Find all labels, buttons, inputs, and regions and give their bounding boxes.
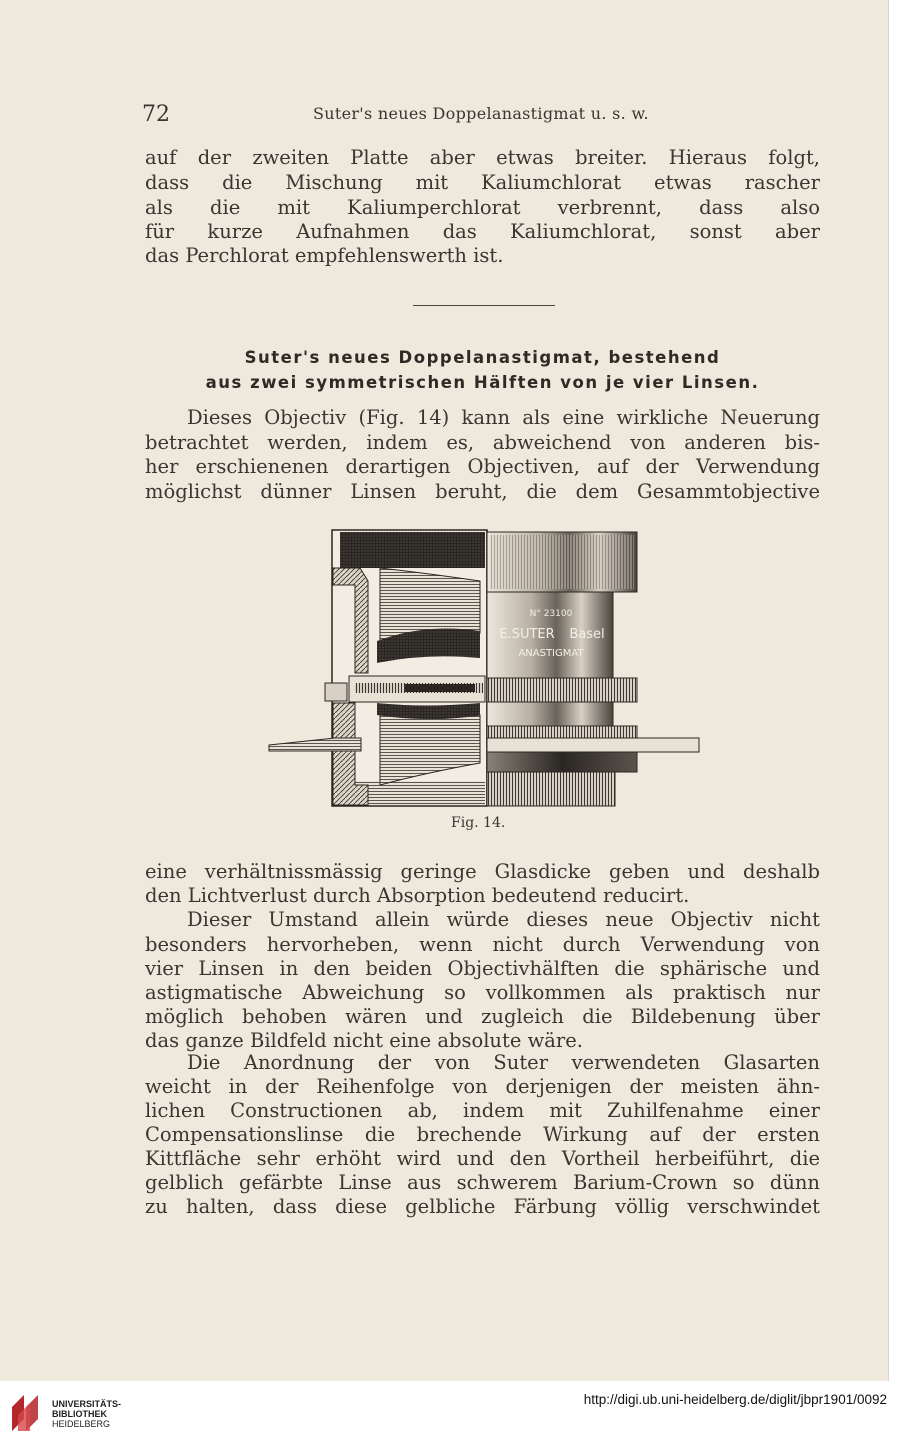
text-line: Compensationslinse die brechende Wirkung auf der ersten bbox=[145, 1123, 820, 1146]
text-line: für kurze Aufnahmen das Kaliumchlorat, sonst aber bbox=[145, 220, 820, 243]
logo-line-3: HEIDELBERG bbox=[52, 1419, 111, 1429]
text-line: Kittfläche sehr erhöht wird und den Vortheil herbeiführt, die bbox=[145, 1147, 820, 1170]
section-heading: Suter's neues Doppelanastigmat, bestehend bbox=[244, 348, 721, 367]
text-line: Dieser Umstand allein würde dieses neue Objectiv nicht bbox=[187, 908, 820, 931]
text-line: das Perchlorat empfehlenswerth ist. bbox=[145, 244, 504, 267]
text-line: auf der zweiten Platte aber etwas breiter. Hieraus folgt, bbox=[145, 146, 820, 169]
text-line: Dieses Objectiv (Fig. 14) kann als eine wirkliche Neuerung bbox=[187, 406, 820, 429]
text-line: betrachtet werden, indem es, abweichend von anderen bis- bbox=[145, 431, 820, 454]
text-line: her erschienenen derartigen Objectiven, auf der Verwendung bbox=[145, 455, 820, 478]
viewer-footer bbox=[0, 1381, 897, 1446]
engraving-model: ANASTIGMAT bbox=[518, 648, 584, 659]
text-line: eine verhältnissmässig geringe Glasdicke geben und deshalb bbox=[145, 860, 820, 883]
permalink-url[interactable]: http://digi.ub.uni-heidelberg.de/diglit/jbpr1901/0092 bbox=[583, 1392, 887, 1407]
text-line: dass die Mischung mit Kaliumchlorat etwas rascher bbox=[145, 171, 820, 194]
text-line: möglichst dünner Linsen beruht, die dem Gesammtobjective bbox=[145, 480, 820, 503]
text-line: als die mit Kaliumperchlorat verbrennt, dass also bbox=[145, 196, 820, 219]
logo-line-2: BIBLIOTHEK bbox=[52, 1409, 107, 1419]
section-heading: aus zwei symmetrischen Hälften von je vier Linsen. bbox=[205, 373, 760, 392]
figure-caption: Fig. 14. bbox=[451, 815, 506, 831]
logo-line-1: UNIVERSITÄTS- bbox=[52, 1399, 122, 1409]
lens-illustration bbox=[265, 523, 701, 813]
text-line: lichen Constructionen ab, indem mit Zuhilfenahme einer bbox=[145, 1099, 820, 1122]
running-title: Suter's neues Doppelanastigmat u. s. w. bbox=[313, 104, 649, 123]
text-line: astigmatische Abweichung so vollkommen als praktisch nur bbox=[145, 981, 820, 1004]
text-line: vier Linsen in den beiden Objectivhälften die sphärische und bbox=[145, 957, 820, 980]
text-line: Die Anordnung der von Suter verwendeten Glasarten bbox=[187, 1051, 820, 1074]
text-line: möglich behoben wären und zugleich die Bildebenung über bbox=[145, 1005, 820, 1028]
section-divider bbox=[413, 305, 555, 306]
text-line: weicht in der Reihenfolge von derjenigen der meisten ähn- bbox=[145, 1075, 820, 1098]
text-line: den Lichtverlust durch Absorption bedeutend reducirt. bbox=[145, 884, 690, 907]
engraving-number: N° 23100 bbox=[529, 609, 573, 619]
engraving-city: Basel bbox=[569, 627, 605, 642]
text-line: gelblich gefärbte Linse aus schwerem Barium-Crown so dünn bbox=[145, 1171, 820, 1194]
text-line: besonders hervorheben, wenn nicht durch Verwendung von bbox=[145, 933, 820, 956]
library-logo-icon bbox=[10, 1393, 46, 1433]
page-number: 72 bbox=[142, 102, 170, 127]
text-line: zu halten, dass diese gelbliche Färbung völlig verschwindet bbox=[145, 1195, 820, 1218]
engraving-maker: E.SUTER bbox=[499, 627, 555, 642]
text-line: das ganze Bildfeld nicht eine absolute wäre. bbox=[145, 1029, 583, 1052]
